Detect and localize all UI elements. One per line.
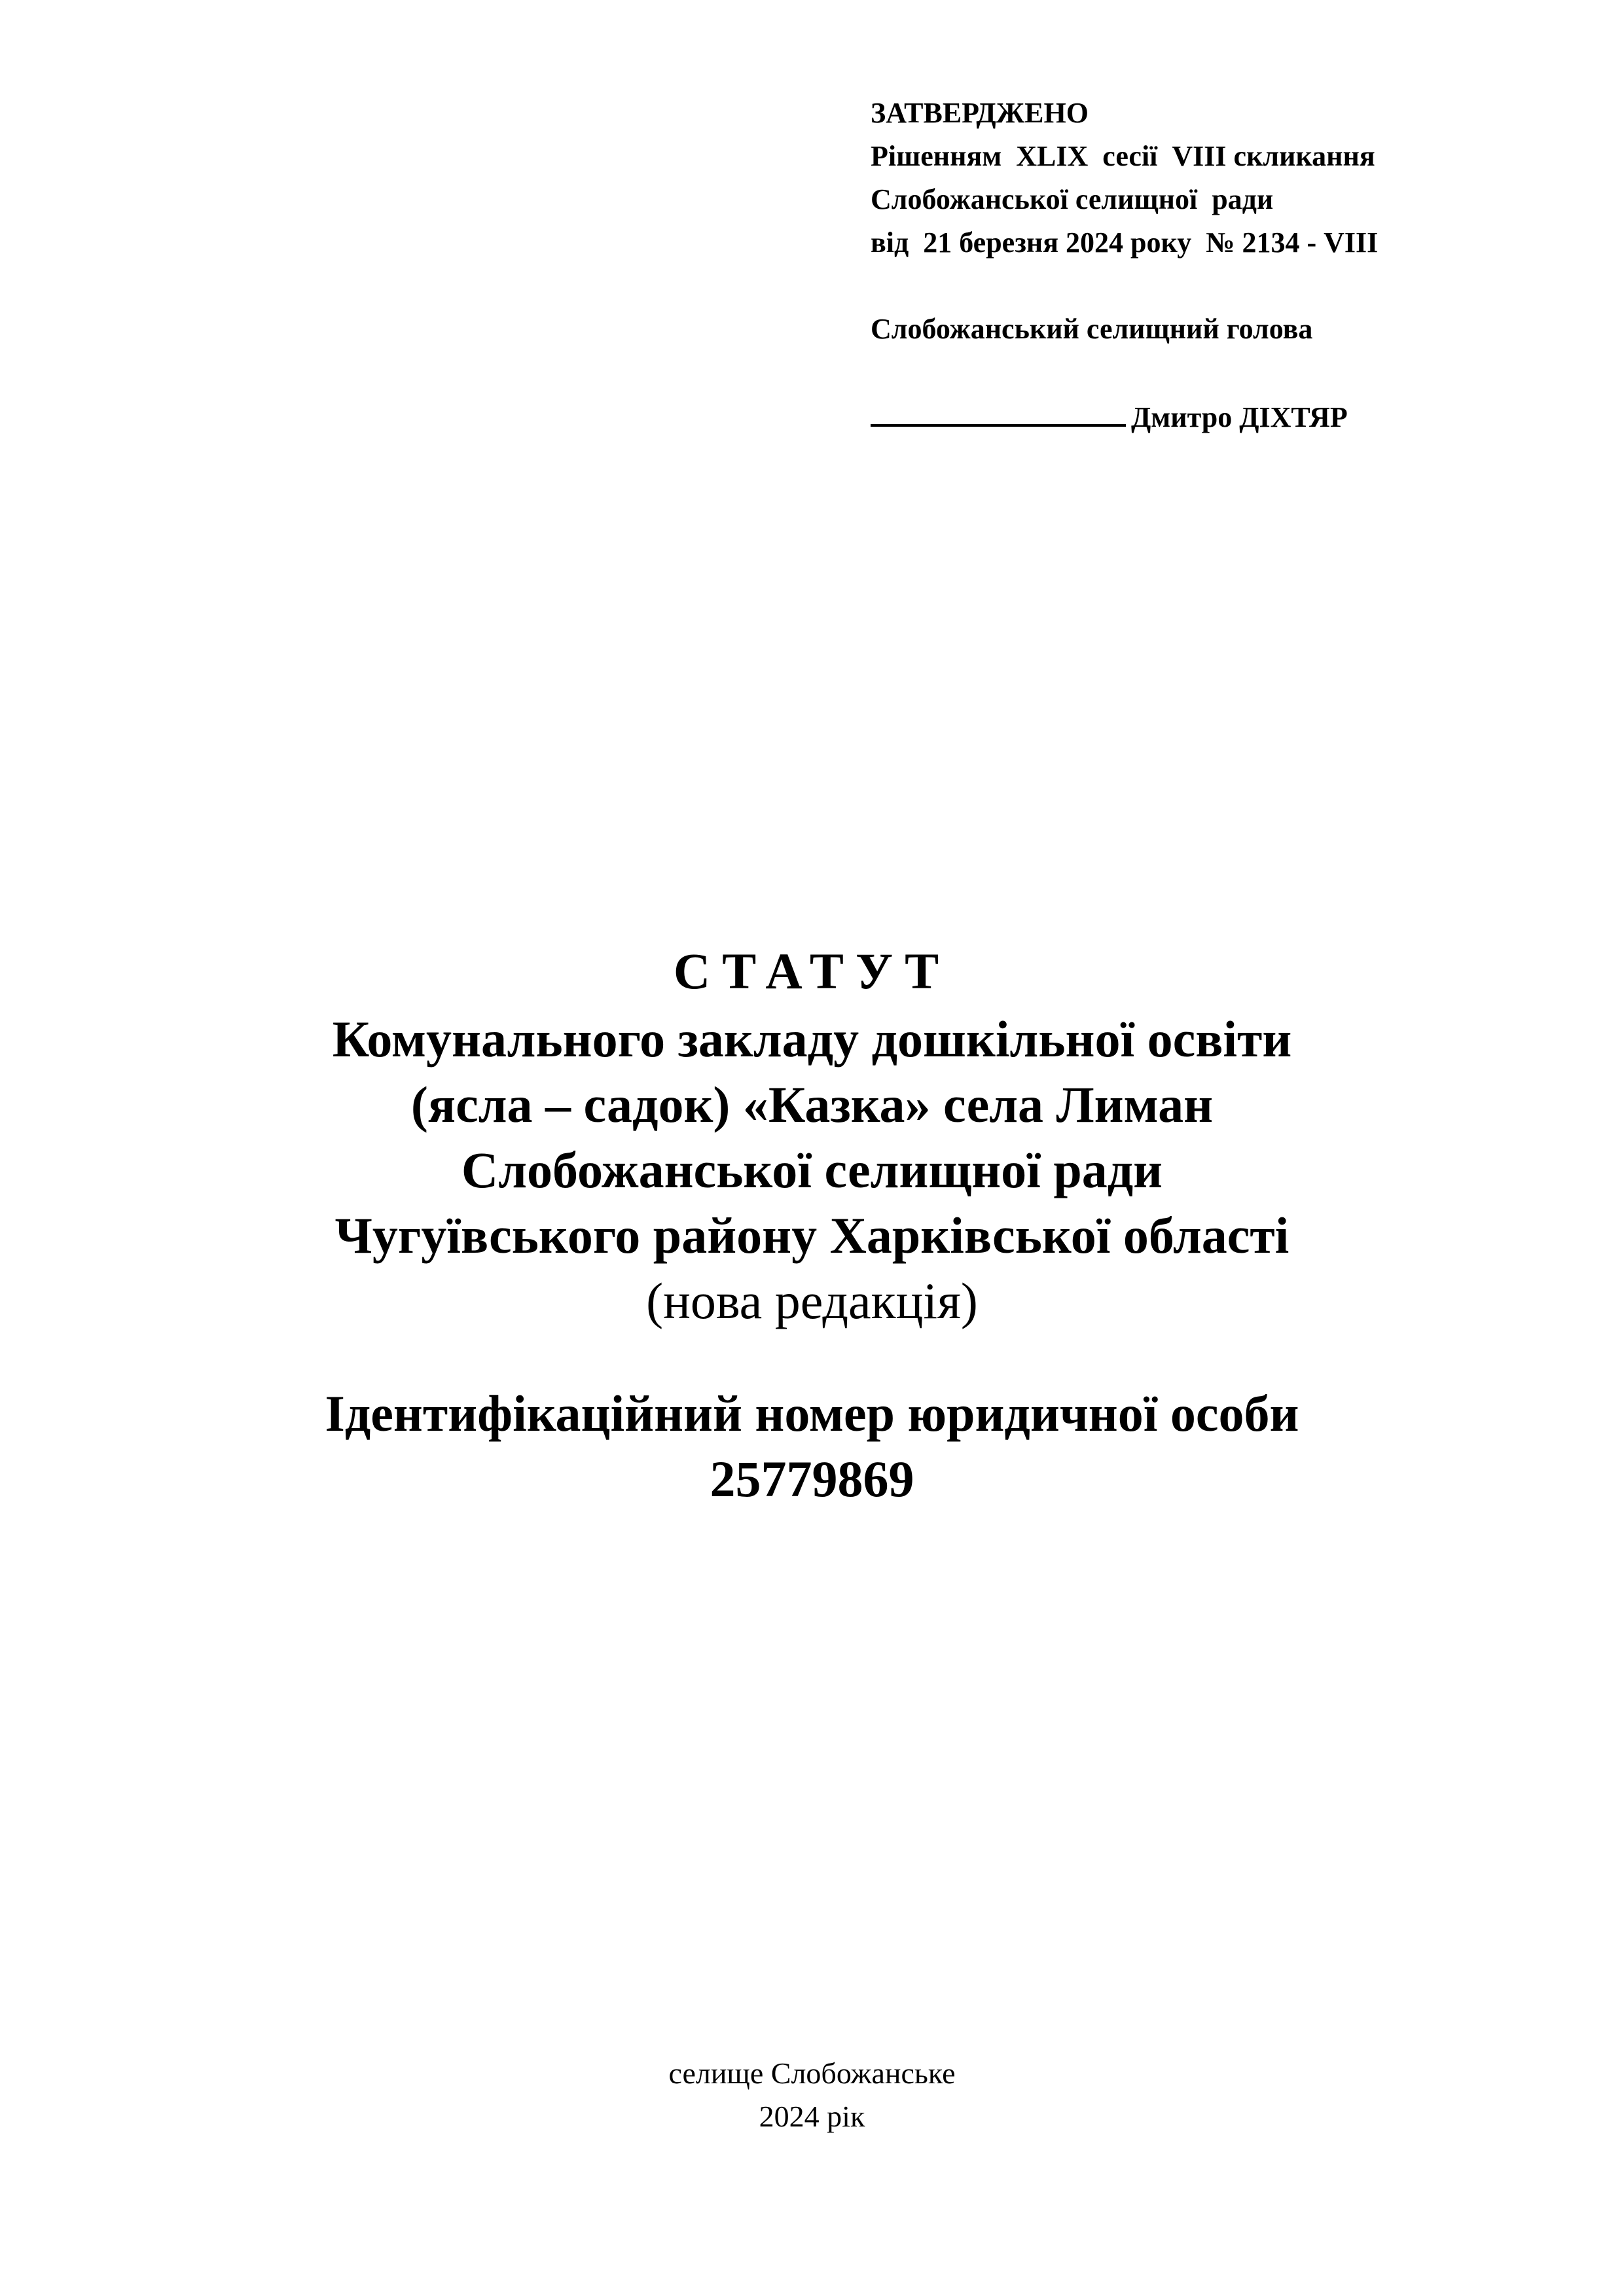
spacer [871,351,1591,394]
institution-name-line-4: Чугуївського району Харківської області [334,1207,1290,1264]
signatory-name: Дмитро ДІХТЯР [1131,401,1348,433]
approval-position: Слобожанський селищний голова [871,313,1313,345]
approval-council: Слобожанської селищної ради [871,183,1274,215]
identification-label: Ідентифікаційний номер юридичної особи [325,1385,1299,1442]
footer-place: селище Слобожанське [668,2056,956,2090]
spacer [871,264,1591,308]
approval-decision: Рішенням XLIX сесії VIII скликання [871,140,1375,172]
approval-stamp-block [871,92,1591,439]
signature-row [871,394,1591,439]
footer-year: 2024 рік [759,2100,865,2133]
approval-date-number: від 21 березня 2024 року № 2134 - VIII [871,226,1379,259]
document-heading: СТАТУТ [673,942,951,999]
institution-name-line-2: (ясла – садок) «Казка» села Лиман [410,1076,1214,1133]
edition-note: (нова редакція) [646,1272,978,1329]
identification-number: 25779869 [710,1450,914,1507]
footer-block [0,2052,1624,2138]
institution-name-line-1: Комунального закладу дошкільної освіти [332,1011,1292,1067]
institution-name-line-3: Слобожанської селищної ради [461,1141,1163,1198]
approval-heading: ЗАТВЕРДЖЕНО [871,97,1089,129]
signature-line [871,394,1126,427]
identification-block [0,1381,1624,1512]
document-title-block [0,936,1624,1334]
